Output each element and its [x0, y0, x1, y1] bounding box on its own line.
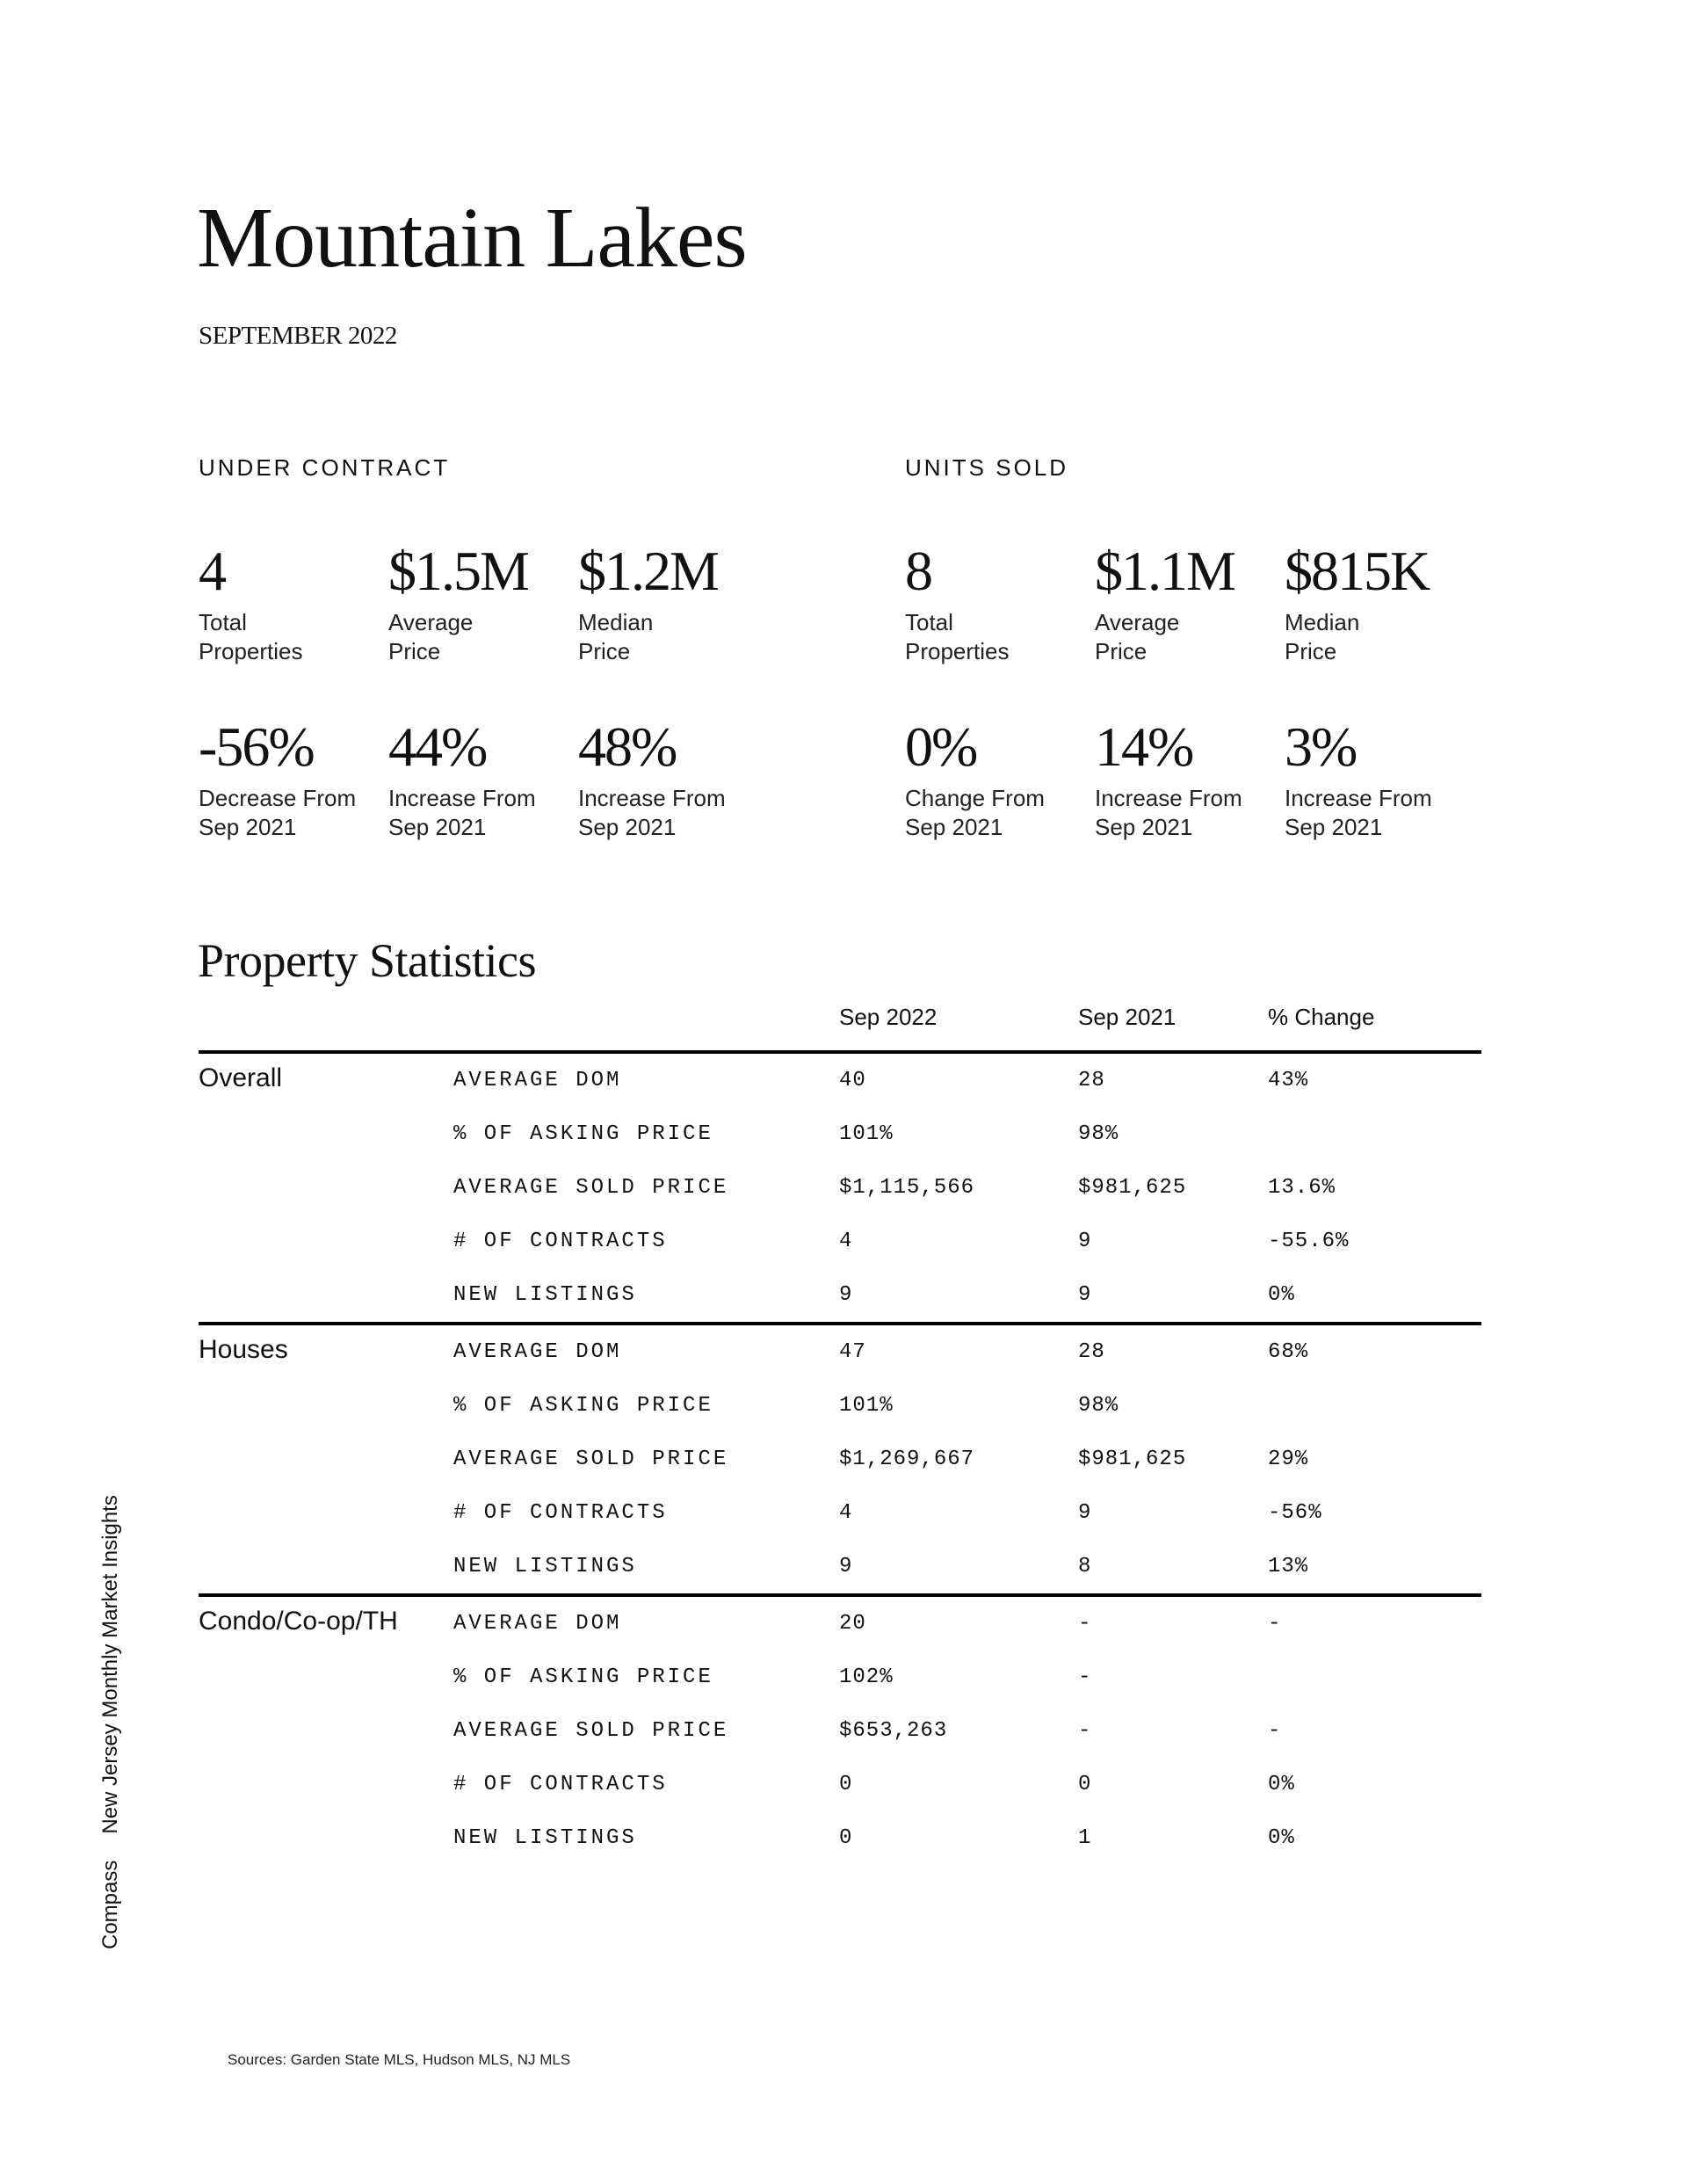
sources-note: Sources: Garden State MLS, Hudson MLS, NJ MLS — [228, 2051, 571, 2068]
stat-label: Total Properties — [905, 609, 1010, 664]
cell-sep-2022: $1,269,667 — [839, 1448, 975, 1471]
units-sold-change-0 — [905, 715, 1090, 842]
units-sold-change-2 — [1285, 715, 1469, 842]
stat-label: Average Price — [388, 609, 474, 664]
table-row — [199, 1704, 1481, 1758]
cell-sep-2022: 0 — [839, 1773, 853, 1796]
table-row — [199, 1054, 1481, 1107]
under-contract-change-2 — [578, 715, 763, 842]
column-header-pct-change: % Change — [1268, 1004, 1375, 1030]
under-contract-change-1 — [388, 715, 573, 842]
stat-value: $1.5M — [388, 540, 528, 602]
cell-sep-2021: 28 — [1078, 1340, 1105, 1364]
under-contract-heading: UNDER CONTRACT — [199, 454, 451, 481]
units-sold-heading: UNITS SOLD — [905, 454, 1069, 481]
stat-value: $1.2M — [578, 540, 718, 602]
stat-value: -56% — [199, 715, 314, 778]
table-group-houses — [199, 1325, 1481, 1593]
under-contract-stat-2 — [578, 540, 763, 666]
stat-label: Change From Sep 2021 — [905, 785, 1045, 840]
column-header-sep-2021: Sep 2021 — [1078, 1004, 1177, 1030]
stat-label: Median Price — [578, 609, 654, 664]
stat-label: Average Price — [1095, 609, 1180, 664]
category-label: Condo/Co-op/TH — [199, 1607, 398, 1636]
cell-sep-2021: 98% — [1078, 1122, 1119, 1146]
metric-label: NEW LISTINGS — [453, 1283, 637, 1307]
metric-label: % OF ASKING PRICE — [453, 1394, 713, 1418]
cell-sep-2022: 40 — [839, 1069, 866, 1092]
report-month: SEPTEMBER 2022 — [199, 322, 397, 350]
under-contract-stat-0 — [199, 540, 383, 666]
table-row — [199, 1379, 1481, 1433]
stat-value: 48% — [578, 715, 677, 778]
metric-label: # OF CONTRACTS — [453, 1501, 668, 1525]
cell-sep-2022: 4 — [839, 1230, 853, 1253]
cell-sep-2021: - — [1078, 1612, 1092, 1636]
cell-sep-2021: $981,625 — [1078, 1448, 1187, 1471]
cell-sep-2021: - — [1078, 1665, 1092, 1689]
table-group-overall — [199, 1054, 1481, 1322]
category-label: Houses — [199, 1335, 288, 1364]
cell-sep-2022: 9 — [839, 1555, 853, 1578]
cell-pct-change: 0% — [1268, 1773, 1295, 1796]
table-row — [199, 1540, 1481, 1593]
cell-sep-2021: - — [1078, 1719, 1092, 1743]
cell-sep-2022: 102% — [839, 1665, 894, 1689]
cell-sep-2021: 9 — [1078, 1230, 1092, 1253]
cell-sep-2022: $653,263 — [839, 1719, 948, 1743]
metric-label: % OF ASKING PRICE — [453, 1122, 713, 1146]
metric-label: # OF CONTRACTS — [453, 1773, 668, 1796]
cell-sep-2022: 101% — [839, 1394, 894, 1418]
cell-sep-2022: 9 — [839, 1283, 853, 1307]
metric-label: % OF ASKING PRICE — [453, 1665, 713, 1689]
stat-value: 8 — [905, 540, 931, 602]
cell-pct-change: 0% — [1268, 1283, 1295, 1307]
property-statistics-table — [199, 1050, 1481, 1865]
units-sold-stat-0 — [905, 540, 1090, 666]
cell-pct-change: 68% — [1268, 1340, 1309, 1364]
stat-label: Increase From Sep 2021 — [1285, 785, 1432, 840]
table-row — [199, 1597, 1481, 1651]
cell-pct-change: -56% — [1268, 1501, 1322, 1525]
cell-sep-2022: 20 — [839, 1612, 866, 1636]
cell-pct-change: 13.6% — [1268, 1176, 1336, 1200]
table-row — [199, 1215, 1481, 1268]
cell-sep-2021: 28 — [1078, 1069, 1105, 1092]
metric-label: AVERAGE DOM — [453, 1340, 622, 1364]
stat-value: $1.1M — [1095, 540, 1234, 602]
table-row — [199, 1268, 1481, 1322]
cell-sep-2021: 8 — [1078, 1555, 1092, 1578]
cell-pct-change: - — [1268, 1612, 1282, 1636]
stat-label: Total Properties — [199, 609, 303, 664]
cell-pct-change: 13% — [1268, 1555, 1309, 1578]
cell-pct-change: 0% — [1268, 1826, 1295, 1850]
stat-value: 3% — [1285, 715, 1357, 778]
stat-label: Median Price — [1285, 609, 1360, 664]
metric-label: AVERAGE SOLD PRICE — [453, 1719, 729, 1743]
cell-pct-change: 43% — [1268, 1069, 1309, 1092]
cell-sep-2021: 9 — [1078, 1283, 1092, 1307]
units-sold-stat-1 — [1095, 540, 1279, 666]
cell-sep-2021: 1 — [1078, 1826, 1092, 1850]
stat-value: 0% — [905, 715, 977, 778]
stat-label: Increase From Sep 2021 — [388, 785, 536, 840]
table-row — [199, 1651, 1481, 1704]
metric-label: # OF CONTRACTS — [453, 1230, 668, 1253]
table-row — [199, 1433, 1481, 1486]
metric-label: NEW LISTINGS — [453, 1555, 637, 1578]
table-row — [199, 1811, 1481, 1865]
under-contract-stat-1 — [388, 540, 573, 666]
table-row — [199, 1486, 1481, 1540]
metric-label: AVERAGE SOLD PRICE — [453, 1176, 729, 1200]
stat-value: 14% — [1095, 715, 1193, 778]
cell-sep-2022: 101% — [839, 1122, 894, 1146]
stat-value: 44% — [388, 715, 487, 778]
metric-label: AVERAGE DOM — [453, 1069, 622, 1092]
under-contract-change-0 — [199, 715, 383, 842]
category-label: Overall — [199, 1063, 283, 1092]
column-header-sep-2022: Sep 2022 — [839, 1004, 938, 1030]
cell-pct-change: - — [1268, 1719, 1282, 1743]
cell-sep-2022: 4 — [839, 1501, 853, 1525]
brand-name: Compass — [98, 1860, 122, 1949]
table-row — [199, 1325, 1481, 1379]
metric-label: AVERAGE DOM — [453, 1612, 622, 1636]
stat-label: Decrease From Sep 2021 — [199, 785, 357, 840]
side-caption — [98, 1495, 123, 1949]
stat-value: $815K — [1285, 540, 1430, 602]
cell-sep-2022: 47 — [839, 1340, 866, 1364]
cell-sep-2022: $1,115,566 — [839, 1176, 975, 1200]
cell-sep-2021: 9 — [1078, 1501, 1092, 1525]
units-sold-change-1 — [1095, 715, 1279, 842]
cell-sep-2021: $981,625 — [1078, 1176, 1187, 1200]
metric-label: AVERAGE SOLD PRICE — [453, 1448, 729, 1471]
cell-sep-2021: 98% — [1078, 1394, 1119, 1418]
stat-label: Increase From Sep 2021 — [1095, 785, 1242, 840]
units-sold-stat-2 — [1285, 540, 1469, 666]
table-row — [199, 1161, 1481, 1215]
stat-label: Increase From Sep 2021 — [578, 785, 726, 840]
cell-pct-change: -55.6% — [1268, 1230, 1350, 1253]
cell-pct-change: 29% — [1268, 1448, 1309, 1471]
table-row — [199, 1758, 1481, 1811]
property-statistics-title: Property Statistics — [198, 934, 536, 987]
publication-name: New Jersey Monthly Market Insights — [98, 1495, 122, 1834]
page-title: Mountain Lakes — [197, 191, 747, 286]
stat-value: 4 — [199, 540, 225, 602]
table-group-condo-co-op-th — [199, 1597, 1481, 1865]
cell-sep-2021: 0 — [1078, 1773, 1092, 1796]
cell-sep-2022: 0 — [839, 1826, 853, 1850]
table-row — [199, 1107, 1481, 1161]
metric-label: NEW LISTINGS — [453, 1826, 637, 1850]
